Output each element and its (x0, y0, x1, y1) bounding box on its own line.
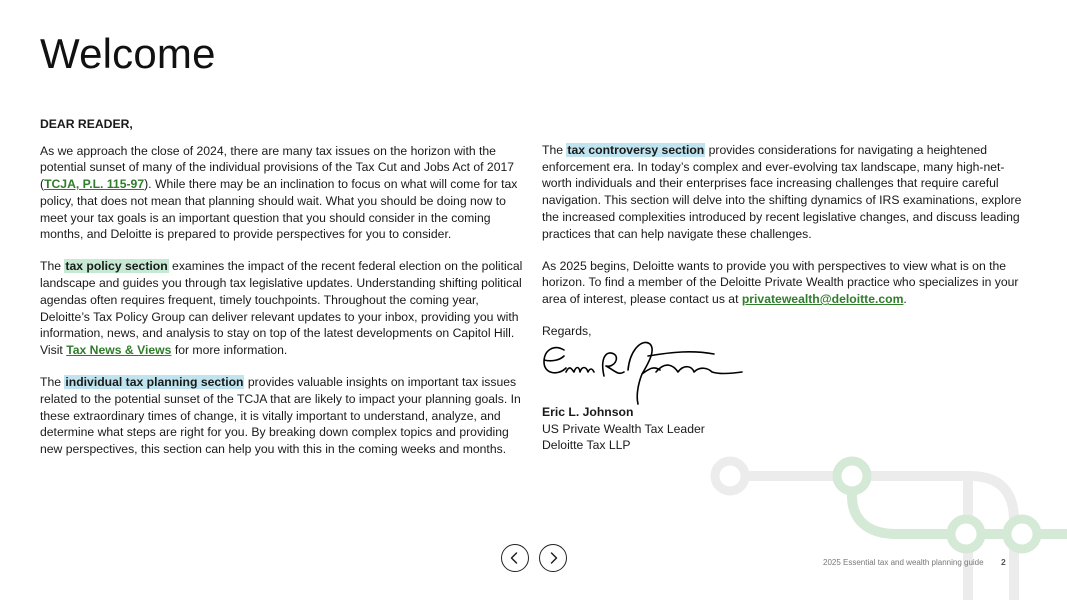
individual-tax-highlight: individual tax planning section (65, 375, 244, 390)
contact-text-b: . (903, 292, 907, 307)
tax-news-views-link[interactable]: Tax News & Views (66, 342, 172, 357)
individual-tax-text-b: provides valuable insights on important tax issues related to the potential sunset of the TCJA that are likely to impact your planning goals. In these extraordinary times of change, it is vitally important to understand, analyze, and determine what steps are right for you. By breaking down complex topics and providing new perspectives, this section can help you with this in the coming weeks and months. (40, 375, 521, 456)
contact-text-a: As 2025 begins, Deloitte wants to provide you with perspectives to view what is on the horizon. To find a member of the Deloitte Private Wealth practice who specializes in your area of interest, please contact us at (542, 258, 1019, 307)
controversy-text-a: The (542, 143, 567, 157)
intro-text-b: ). While there may be an inclination to focus on what will come for tax policy, that does not mean that planning should wait. What you should be doing now to meet your tax goals is an important question that you should consider in the coming months, and Deloitte is prepared to provide perspectives for you to consider. (40, 177, 518, 242)
circle-node-icon (715, 461, 745, 491)
tax-policy-text-b: examines the impact of the recent federal election on the political landscape and guides you through tax legislative updates. Understanding shifting political agendas often requires frequent, timely touchpoints. Throughout the coming year, Deloitte’s Tax Policy Group can deliver relevant updates to your inbox, providing you with information, news, and analysis to stay on top of the latest developments on Capitol Hill. Visit (40, 259, 523, 357)
tax-policy-text-a: The (40, 259, 65, 274)
intro-text-a: As we approach the close of 2024, there are many tax issues on the horizon with the potential sunset of many of the individual provisions of the Tax Cut and Jobs Act of 2017 ( (40, 143, 515, 192)
controversy-text-b: provides considerations for navigating a heightened enforcement era. In today’s complex and ever-evolving tax landscape, many high-net-worth individuals and their enterprises face increasing challenges that require careful navigation. This section will delve into the shifting dynamics of IRS examinations, explore the increased complexities introduced by recent legislative changes, and discuss leading practices that can help navigate these challenges. (542, 143, 1022, 241)
page-title: Welcome (40, 30, 216, 77)
tax-policy-text-c: for more information. (171, 342, 288, 357)
circle-node-icon (951, 519, 981, 549)
email-link[interactable]: privatewealth@deloitte.com (741, 292, 904, 307)
page-number: 2 (1001, 557, 1006, 567)
individual-tax-text-a: The (40, 375, 65, 390)
right-column (542, 142, 1030, 454)
circle-node-icon (837, 461, 867, 491)
individual-tax-paragraph (40, 374, 528, 458)
contact-paragraph (542, 258, 1030, 308)
regards: Regards, (542, 324, 592, 339)
next-page-button[interactable] (539, 544, 567, 572)
signer-block (542, 404, 1030, 454)
signer-role: US Private Wealth Tax Leader (542, 421, 705, 436)
signer-name: Eric L. Johnson (542, 405, 634, 420)
decorative-transit-graphic (700, 448, 1067, 600)
intro-paragraph (40, 143, 528, 243)
left-column (40, 116, 528, 473)
tax-policy-paragraph (40, 258, 528, 358)
tcja-link[interactable]: TCJA, P.L. 115-97 (44, 177, 145, 192)
salutation: DEAR READER, (40, 117, 133, 131)
tax-policy-highlight: tax policy section (65, 259, 168, 274)
tax-controversy-highlight: tax controversy section (567, 143, 705, 157)
signature-icon (542, 336, 762, 408)
footer-guide-title: 2025 Essential tax and wealth planning guide (823, 558, 984, 567)
signature (542, 342, 762, 404)
arrow-right-icon (545, 550, 561, 566)
tax-controversy-paragraph (542, 142, 1030, 242)
previous-page-button[interactable] (501, 544, 529, 572)
signer-org: Deloitte Tax LLP (542, 438, 631, 453)
arrow-left-icon (507, 550, 523, 566)
circle-node-icon (1007, 519, 1037, 549)
